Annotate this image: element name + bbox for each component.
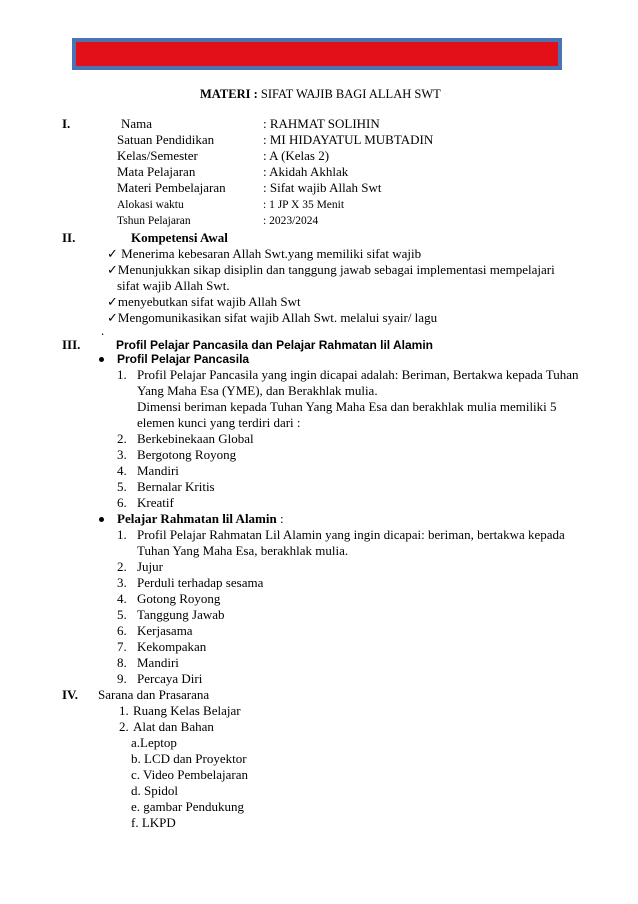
list-number: 5. <box>117 607 127 622</box>
list-item: Kreatif <box>137 495 174 510</box>
list-number: 1. <box>117 527 127 542</box>
section3-heading: Profil Pelajar Pancasila dan Pelajar Rahmatan lil Alamin <box>116 338 434 352</box>
list-item: Mandiri <box>137 463 179 478</box>
bullet-icon <box>99 357 104 362</box>
list-item-continued: Dimensi beriman kepada Tuhan Yang Maha Esa dan berakhlak mulia memiliki 5 <box>137 399 557 414</box>
list-item: Ruang Kelas Belajar <box>133 703 241 718</box>
stray-dot: . <box>101 323 105 338</box>
label-satuan: Satuan Pendidikan <box>117 132 215 147</box>
value-satuan: : MI HIDAYATUL MUBTADIN <box>263 132 434 147</box>
title-text: SIFAT WAJIB BAGI ALLAH SWT <box>260 87 441 101</box>
section4-heading: Sarana dan Prasarana <box>98 687 210 702</box>
sub-list-item: f. LKPD <box>131 815 176 830</box>
sub-list-item: e. gambar Pendukung <box>131 799 245 814</box>
list-number: 2. <box>117 559 127 574</box>
section2-heading: Kompetensi Awal <box>131 230 228 245</box>
value-materi: : Sifat wajib Allah Swt <box>263 180 382 195</box>
list-number: 4. <box>117 463 127 478</box>
title-bold: MATERI : <box>200 87 258 101</box>
sub2-heading-suffix: : <box>276 511 284 526</box>
section3-numeral: III. <box>62 337 81 352</box>
list-item: Jujur <box>137 559 163 574</box>
list-number: 3. <box>117 575 127 590</box>
sub2-heading: Pelajar Rahmatan lil Alamin <box>117 511 277 526</box>
label-kelas: Kelas/Semester <box>117 148 198 163</box>
sub-list-item: a.Leptop <box>131 735 177 750</box>
list-item: Berkebinekaan Global <box>137 431 254 446</box>
label-materi: Materi Pembelajaran <box>117 180 226 195</box>
sub-list-item: b. LCD dan Proyektor <box>131 751 247 766</box>
list-item: Tanggung Jawab <box>137 607 225 622</box>
kompetensi-item-continued: sifat wajib Allah Swt. <box>117 278 230 293</box>
list-item-continued: Yang Maha Esa (YME), dan Berakhlak mulia. <box>137 383 378 398</box>
kompetensi-item: ✓ Menerima kebesaran Allah Swt.yang memiliki sifat wajib <box>107 246 422 261</box>
section2-numeral: II. <box>62 230 76 245</box>
list-item: Gotong Royong <box>137 591 221 606</box>
list-number: 2. <box>117 431 127 446</box>
list-number: 5. <box>117 479 127 494</box>
document-title <box>200 86 441 102</box>
kompetensi-item: ✓Menunjukkan sikap disiplin dan tanggung jawab sebagai implementasi mempelajari <box>107 262 555 277</box>
kompetensi-item: ✓Mengomunikasikan sifat wajib Allah Swt. melalui syair/ lagu <box>107 310 438 325</box>
list-number: 7. <box>117 639 127 654</box>
list-number: 2. <box>119 719 129 734</box>
list-item: Bernalar Kritis <box>137 479 215 494</box>
sub-list-item: d. Spidol <box>131 783 178 798</box>
list-number: 9. <box>117 671 127 686</box>
list-item: Kerjasama <box>137 623 193 638</box>
value-kelas: : A (Kelas 2) <box>263 148 330 163</box>
label-nama: Nama <box>121 116 153 131</box>
list-number: 6. <box>117 495 127 510</box>
label-tahun: Tshun Pelajaran <box>117 215 191 227</box>
kompetensi-item: ✓menyebutkan sifat wajib Allah Swt <box>107 294 301 309</box>
header-banner-fill <box>76 42 558 66</box>
list-item: Bergotong Royong <box>137 447 237 462</box>
list-item-continued: Tuhan Yang Maha Esa, berakhlak mulia. <box>137 543 349 558</box>
header-banner <box>72 38 562 70</box>
value-tahun: : 2023/2024 <box>263 215 319 227</box>
list-item: Profil Pelajar Pancasila yang ingin dicapai adalah: Beriman, Bertakwa kepada Tuhan <box>137 367 579 382</box>
section1-numeral: I. <box>62 116 71 131</box>
list-item: Mandiri <box>137 655 179 670</box>
value-alokasi: : 1 JP X 35 Menit <box>263 199 345 211</box>
sub1-heading: Profil Pelajar Pancasila <box>117 352 250 366</box>
list-item: Alat dan Bahan <box>133 719 214 734</box>
label-mapel: Mata Pelajaran <box>117 164 196 179</box>
sub2-heading-line <box>117 511 284 527</box>
list-item: Profil Pelajar Rahmatan Lil Alamin yang ingin dicapai: beriman, bertakwa kepada <box>137 527 565 542</box>
bullet-icon <box>99 517 104 522</box>
list-number: 1. <box>119 703 129 718</box>
section4-numeral: IV. <box>62 687 79 702</box>
list-number: 1. <box>117 367 127 382</box>
sub-list-item: c. Video Pembelajaran <box>131 767 249 782</box>
value-nama: : RAHMAT SOLIHIN <box>263 116 380 131</box>
list-number: 4. <box>117 591 127 606</box>
list-number: 3. <box>117 447 127 462</box>
list-number: 6. <box>117 623 127 638</box>
label-alokasi: Alokasi waktu <box>117 199 184 211</box>
list-number: 8. <box>117 655 127 670</box>
list-item-continued: elemen kunci yang terdiri dari : <box>137 415 301 430</box>
list-item: Percaya Diri <box>137 671 203 686</box>
list-item: Perduli terhadap sesama <box>137 575 264 590</box>
list-item: Kekompakan <box>137 639 207 654</box>
value-mapel: : Akidah Akhlak <box>263 164 349 179</box>
